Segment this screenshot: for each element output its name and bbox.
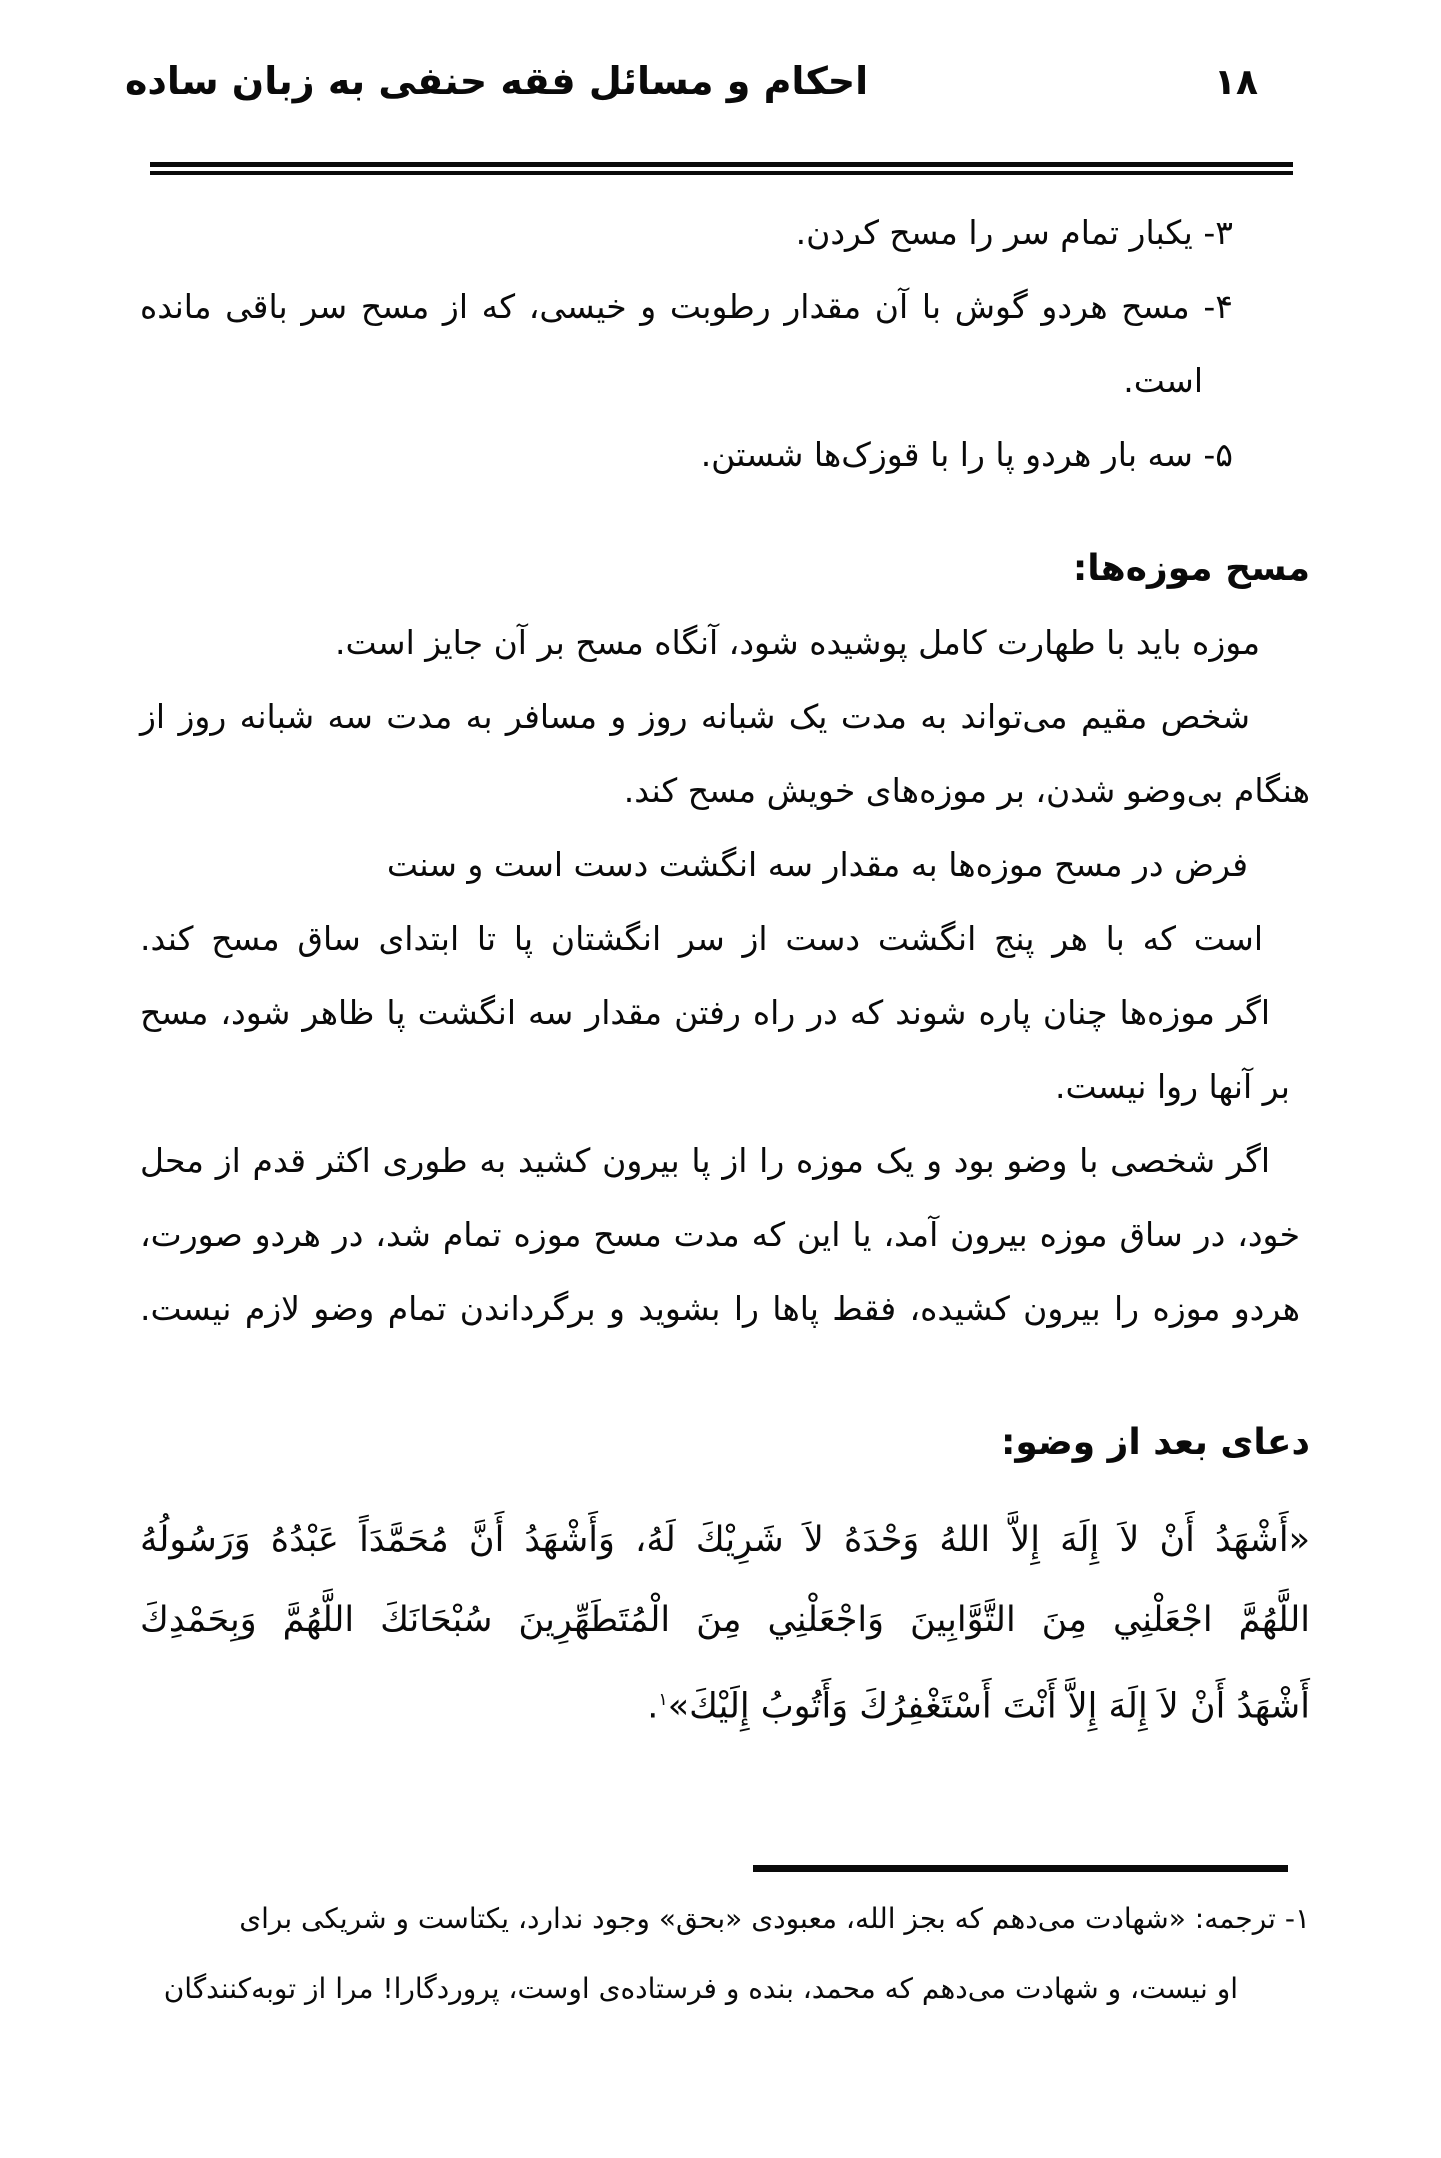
paragraph-line: اگر موزه‌ها چنان پاره شوند که در راه رفتن مقدار سه انگشت پا ظاهر شود، مسح xyxy=(140,993,1270,1032)
book-title: احکام و مسائل فقه حنفی به زبان ساده xyxy=(125,59,869,103)
list-item-line: ۵- سه بار هردو پا را با قوزک‌ها شستن. xyxy=(700,435,1233,474)
page-number: ۱۸ xyxy=(1214,62,1258,103)
paragraph-line: است که با هر پنج انگشت دست از سر انگشتان پا تا ابتدای ساق مسح کند. xyxy=(140,919,1263,958)
paragraph-line: اگر شخصی با وضو بود و یک موزه را از پا بیرون کشید به طوری اکثر قدم از محل xyxy=(140,1141,1270,1180)
page-content xyxy=(0,175,1441,2024)
paragraph-line: هردو موزه را بیرون کشیده، فقط پاها را بشوید و برگرداندن تمام وضو لازم نیست. xyxy=(140,1289,1300,1328)
paragraph-line: خود، در ساق موزه بیرون آمد، یا این که مدت مسح موزه تمام شد، در هردو صورت، xyxy=(140,1215,1300,1254)
list-item-line: است. xyxy=(1123,361,1203,400)
dua-line: اللَّهُمَّ اجْعَلْنِي مِنَ التَّوَّابِينَ وَاجْعَلْنِي مِنَ الْمُتَطَهِّرِينَ سُبْحَانَكَ اللَّهُمَّ وَبِحَمْدِكَ xyxy=(140,1600,1310,1640)
footnote-line: ۱- ترجمه: «شهادت می‌دهم که بجز الله، معبودی «بحق» وجود ندارد، یکتاست و شریکی برای xyxy=(239,1901,1310,1935)
footnote-rule xyxy=(753,1865,1288,1872)
list-item-line: ۴- مسح هردو گوش با آن مقدار رطوبت و خیسی، که از مسح سر باقی مانده xyxy=(140,287,1233,326)
paragraph-line: فرض در مسح موزه‌ها به مقدار سه انگشت دست است و سنت xyxy=(386,845,1248,884)
paragraph-line: شخص مقیم می‌تواند به مدت یک شبانه روز و مسافر به مدت سه شبانه روز از xyxy=(140,697,1250,736)
section-heading: دعای بعد از وضو: xyxy=(1000,1422,1310,1463)
header-double-rule xyxy=(150,162,1293,175)
paragraph-line: هنگام بی‌وضو شدن، بر موزه‌های خویش مسح کند. xyxy=(623,771,1310,810)
footnote-ref: ۱ xyxy=(658,1690,668,1710)
page-header xyxy=(0,0,1441,106)
footnote-line: او نیست، و شهادت می‌دهم که محمد، بنده و فرستاده‌ی اوست، پروردگارا! مرا از توبه‌کنندگان xyxy=(163,1971,1238,2005)
dua-line: «أَشْهَدُ أَنْ لاَ إِلَهَ إِلاَّ اللهُ وَحْدَهُ لاَ شَرِيْكَ لَهُ، وَأَشْهَدُ أَنَّ مُحَمَّدَاً عَبْدُهُ وَرَسُولُهُ xyxy=(140,1520,1310,1560)
list-item-line: ۳- یکبار تمام سر را مسح کردن. xyxy=(795,213,1233,252)
paragraph-line: موزه باید با طهارت کامل پوشیده شود، آنگاه مسح بر آن جایز است. xyxy=(335,623,1260,662)
section-heading: مسح موزه‌ها: xyxy=(1072,548,1310,589)
paragraph-line: بر آنها روا نیست. xyxy=(1055,1067,1290,1106)
dua-line: أَشْهَدُ أَنْ لاَ إِلَهَ إِلاَّ أَنْتَ أَسْتَغْفِرُكَ وَأَتُوبُ إِلَيْكَ»$^۱$. xyxy=(647,1686,1310,1727)
